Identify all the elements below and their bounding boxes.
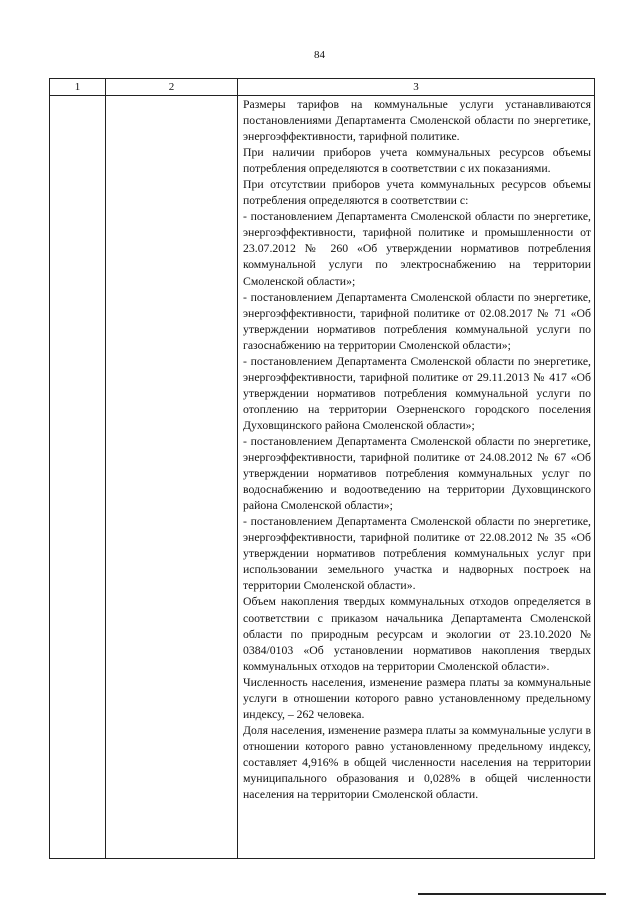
paragraph-meters-absent: При отсутствии приборов учета коммунальных ресурсов объемы потребления определяются в соответствии с: [243,178,591,208]
cell-text-block [238,96,594,803]
paragraph-population-share: Доля населения, изменение размера платы за коммунальные услуги в отношении которого равно установленному предельному индексу, составляет 4,916% в общей численности населения на территории муниципального образования и 0,028% в общей численности населения на территории Смоленской области. [243,723,591,802]
paragraph-waste-volume: Объем накопления твердых коммунальных отходов определяется в соответствии с приказом начальника Департамента Смоленской области по природным ресурсам и экологии от 23.10.2020 № 0384/0103 «Об установлении нормативов накопления твердых коммунальных отходов на территории Смоленской области». [243,595,591,673]
table-cell-col2 [106,96,238,859]
header-cell-2: 2 [106,79,238,96]
header-cell-1: 1 [50,79,106,96]
paragraph-resolution-71: - постановлением Департамента Смоленской области по энергетике, энергоэффективности, тарифной политике от 02.08.2017 № 71 «Об утверждении нормативов потребления коммунальной услуги по газоснабжению на территории Смоленской области»; [243,290,591,352]
paragraph-population-count: Численность населения, изменение размера платы за коммунальные услуги в отношении которого равно установленному предельному индексу, – 262 человека. [243,675,591,721]
table-cell-col3 [238,96,595,859]
footer-rule [418,893,606,895]
paragraph-resolution-417: - постановлением Департамента Смоленской области по энергетике, энергоэффективности, тарифной политике от 29.11.2013 № 417 «Об утверждении нормативов потребления коммунальной услуги по отоплению на территории Озерненского городского поселения Духовщинского района Смоленской области»; [243,354,591,432]
paragraph-resolution-260: - постановлением Департамента Смоленской области по энергетике, энергоэффективности, тарифной политике и промышленности от 23.07.2012 № 260 «Об утверждении нормативов потребления коммунальной услуги по электроснабжению на территории Смоленской области»; [243,210,591,288]
paragraph-tariffs: Размеры тарифов на коммунальные услуги устанавливаются постановлениями Департамента Смоленской области по энергетике, энергоэффективности, тарифной политике. [243,98,591,144]
header-cell-3: 3 [238,79,595,96]
paragraph-meters-present: При наличии приборов учета коммунальных ресурсов объемы потребления определяются в соответствии с их показаниями. [243,146,591,176]
paragraph-resolution-67: - постановлением Департамента Смоленской области по энергетике, энергоэффективности, тарифной политике от 24.08.2012 № 67 «Об утверждении нормативов потребления коммунальных услуг по водоснабжению и водоотведению на территории Духовщинского района Смоленской области»; [243,434,591,513]
table-cell-col1 [50,96,106,859]
paragraph-resolution-35: - постановлением Департамента Смоленской области по энергетике, энергоэффективности, тарифной политике от 22.08.2012 № 35 «Об утверждении нормативов потребления коммунальных услуг при использовании земельного участка и надворных построек на территории Смоленской области». [243,515,591,593]
table-row [50,96,595,859]
document-table [49,78,595,859]
page-number: 84 [314,49,325,61]
table-header-row [50,79,595,96]
